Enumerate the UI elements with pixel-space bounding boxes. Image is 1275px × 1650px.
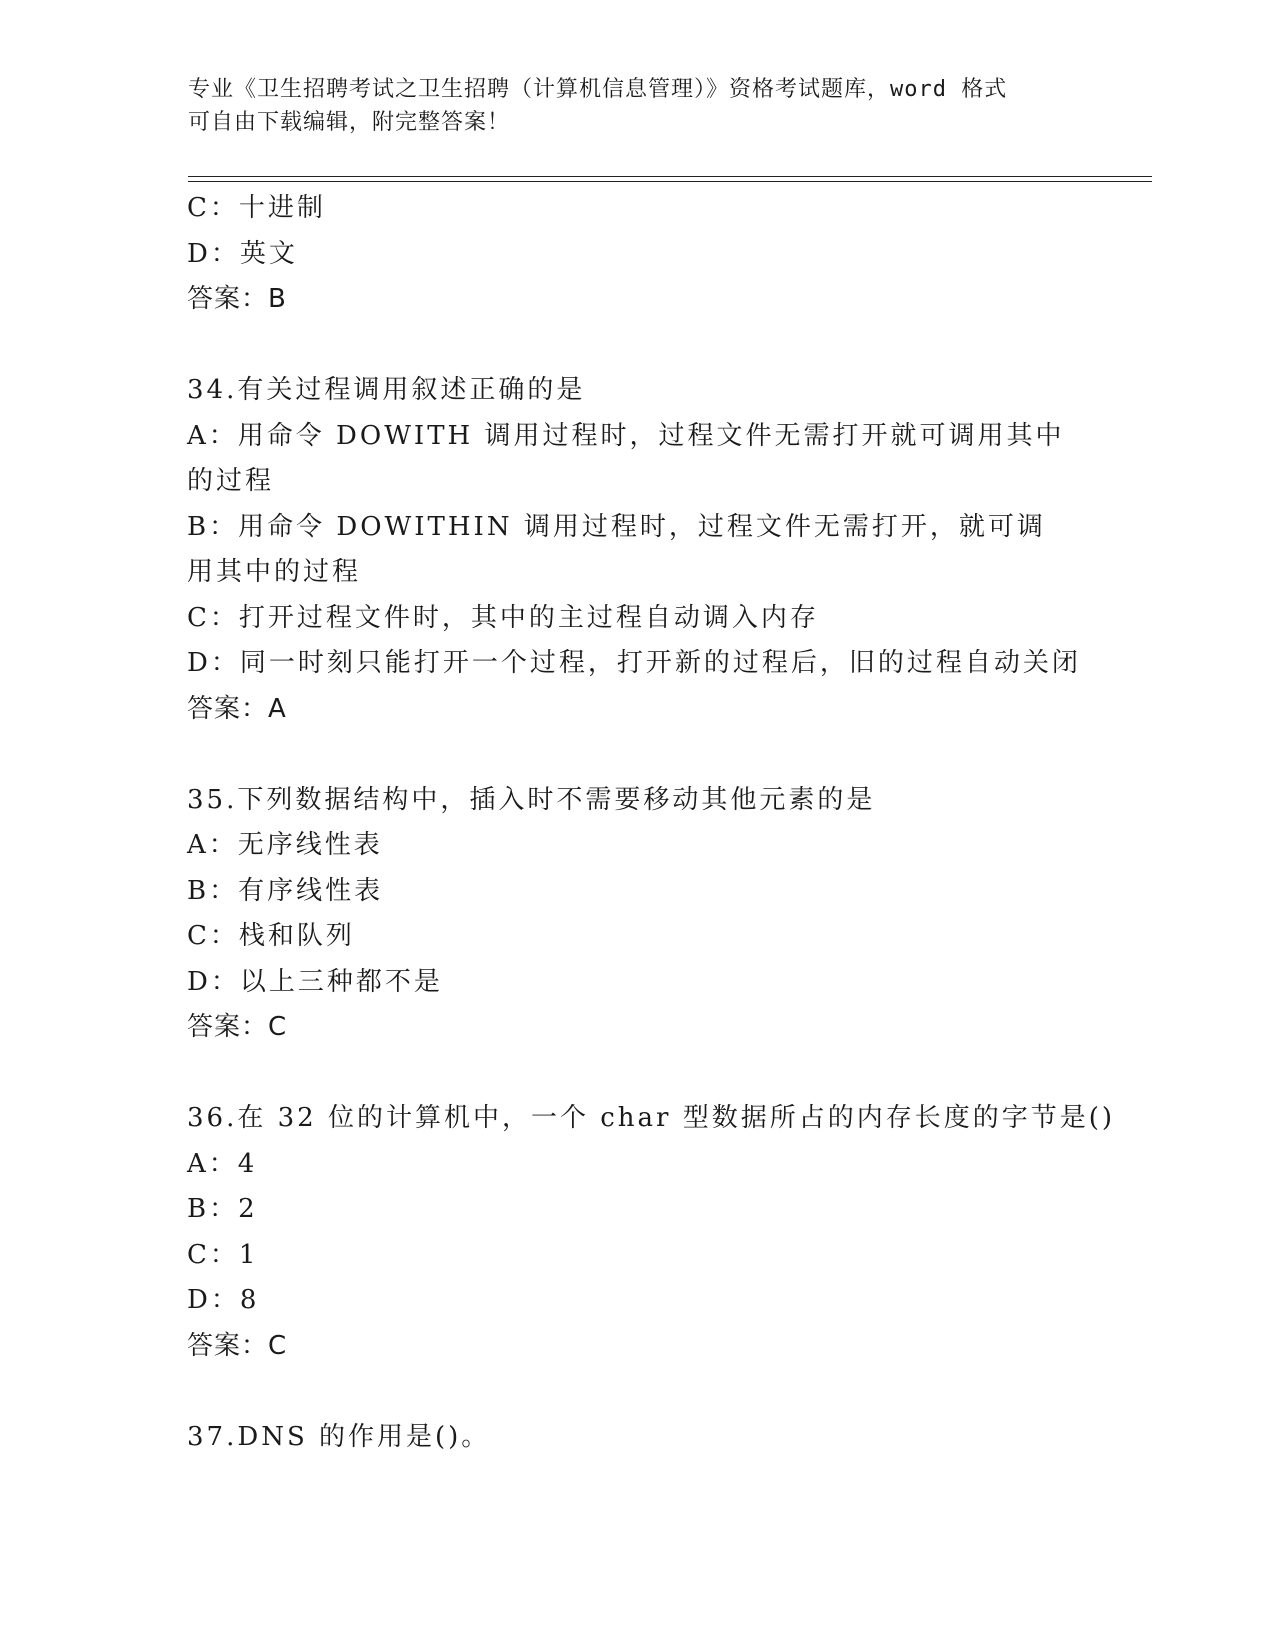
document-header — [188, 73, 1068, 139]
option-b: B：用命令 DOWITHIN 调用过程时，过程文件无需打开，就可调用其中的过程 — [187, 511, 1046, 587]
question-text: 35.下列数据结构中，插入时不需要移动其他元素的是 — [187, 784, 876, 815]
option-a: A：4 — [187, 1148, 258, 1179]
header-divider-top — [188, 176, 1152, 177]
option-b: B：2 — [187, 1194, 258, 1224]
answer-line: 答案：A — [187, 693, 287, 724]
option-c: C：1 — [187, 1239, 259, 1270]
option-c: C：打开过程文件时，其中的主过程自动调入内存 — [187, 602, 819, 633]
option-c: C：十进制 — [187, 193, 326, 223]
header-line-1: 专业《卫生招聘考试之卫生招聘（计算机信息管理）》资格考试题库，word 格式 — [188, 77, 1008, 102]
header-line-2: 可自由下载编辑，附完整答案！ — [188, 110, 511, 135]
header-divider-bottom — [188, 181, 1152, 182]
question-block-34 — [187, 368, 1087, 732]
question-text: 34.有关过程调用叙述正确的是 — [187, 375, 586, 405]
option-d: D：英文 — [187, 238, 298, 269]
question-block-35 — [187, 778, 1087, 1051]
option-c: C：栈和队列 — [187, 921, 355, 951]
question-block-36 — [187, 1096, 1116, 1369]
answer-line: 答案：B — [187, 284, 287, 314]
question-text: 36.在 32 位的计算机中，一个 char 型数据所占的内存长度的字节是() — [187, 1103, 1116, 1133]
answer-line: 答案：C — [187, 1330, 288, 1361]
option-b: B：有序线性表 — [187, 875, 384, 906]
question-block-prev — [187, 186, 1087, 323]
answer-line: 答案：C — [187, 1012, 288, 1042]
document-body — [187, 186, 1116, 1460]
option-d: D：同一时刻只能打开一个过程，打开新的过程后，旧的过程自动关闭 — [187, 648, 1081, 678]
option-a: A：无序线性表 — [187, 830, 383, 860]
option-a: A：用命令 DOWITH 调用过程时，过程文件无需打开就可调用其中的过程 — [187, 420, 1065, 496]
option-d: D：8 — [187, 1285, 260, 1315]
option-d: D：以上三种都不是 — [187, 966, 443, 997]
question-text: 37.DNS 的作用是()。 — [187, 1421, 491, 1452]
question-block-37 — [187, 1415, 1087, 1461]
